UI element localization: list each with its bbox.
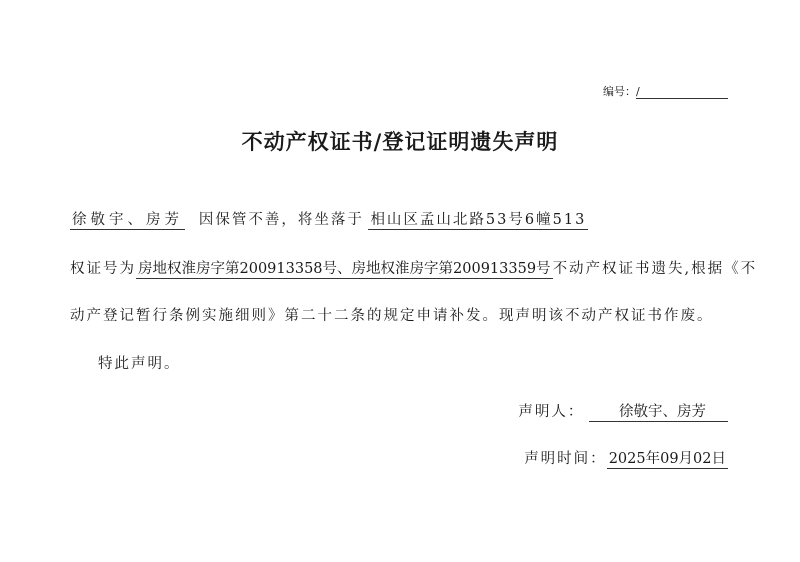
body-text-4: 动产登记暂行条例实施细则》第二十二条的规定申请补发。现声明该不动产权证书作废。 [70,308,714,324]
serial-label: 编号： [603,85,636,98]
date-label: 声明时间： [524,451,607,467]
declarant-label: 声明人： [518,404,585,420]
paragraph-line-1 [70,208,730,229]
serial-number [603,83,728,99]
declaration-date: 2025年09月02日 [608,451,726,467]
paragraph-line-2 [70,257,758,278]
certificate-numbers: 房地权淮房字第200913358号、房地权淮房字第200913359号 [138,261,551,277]
body-text-1: 因保管不善，将坐落于 [198,212,364,228]
closing-statement: 特此声明。 [98,356,181,372]
paragraph-line-3 [70,304,730,325]
owner-names: 徐敬宇、房芳 [72,212,183,228]
property-address: 相山区孟山北路53号6幢513 [370,212,587,228]
body-text-2: 权证号为 [70,261,136,277]
declarant-names: 徐敬宇、房芳 [589,404,728,422]
document-title: 不动产权证书/登记证明遗失声明 [241,129,559,154]
declarant-line [518,400,728,421]
date-line [524,447,728,468]
body-text-3: 不动产权证书遗失,根据《不 [552,261,758,277]
serial-value: / [636,85,728,99]
